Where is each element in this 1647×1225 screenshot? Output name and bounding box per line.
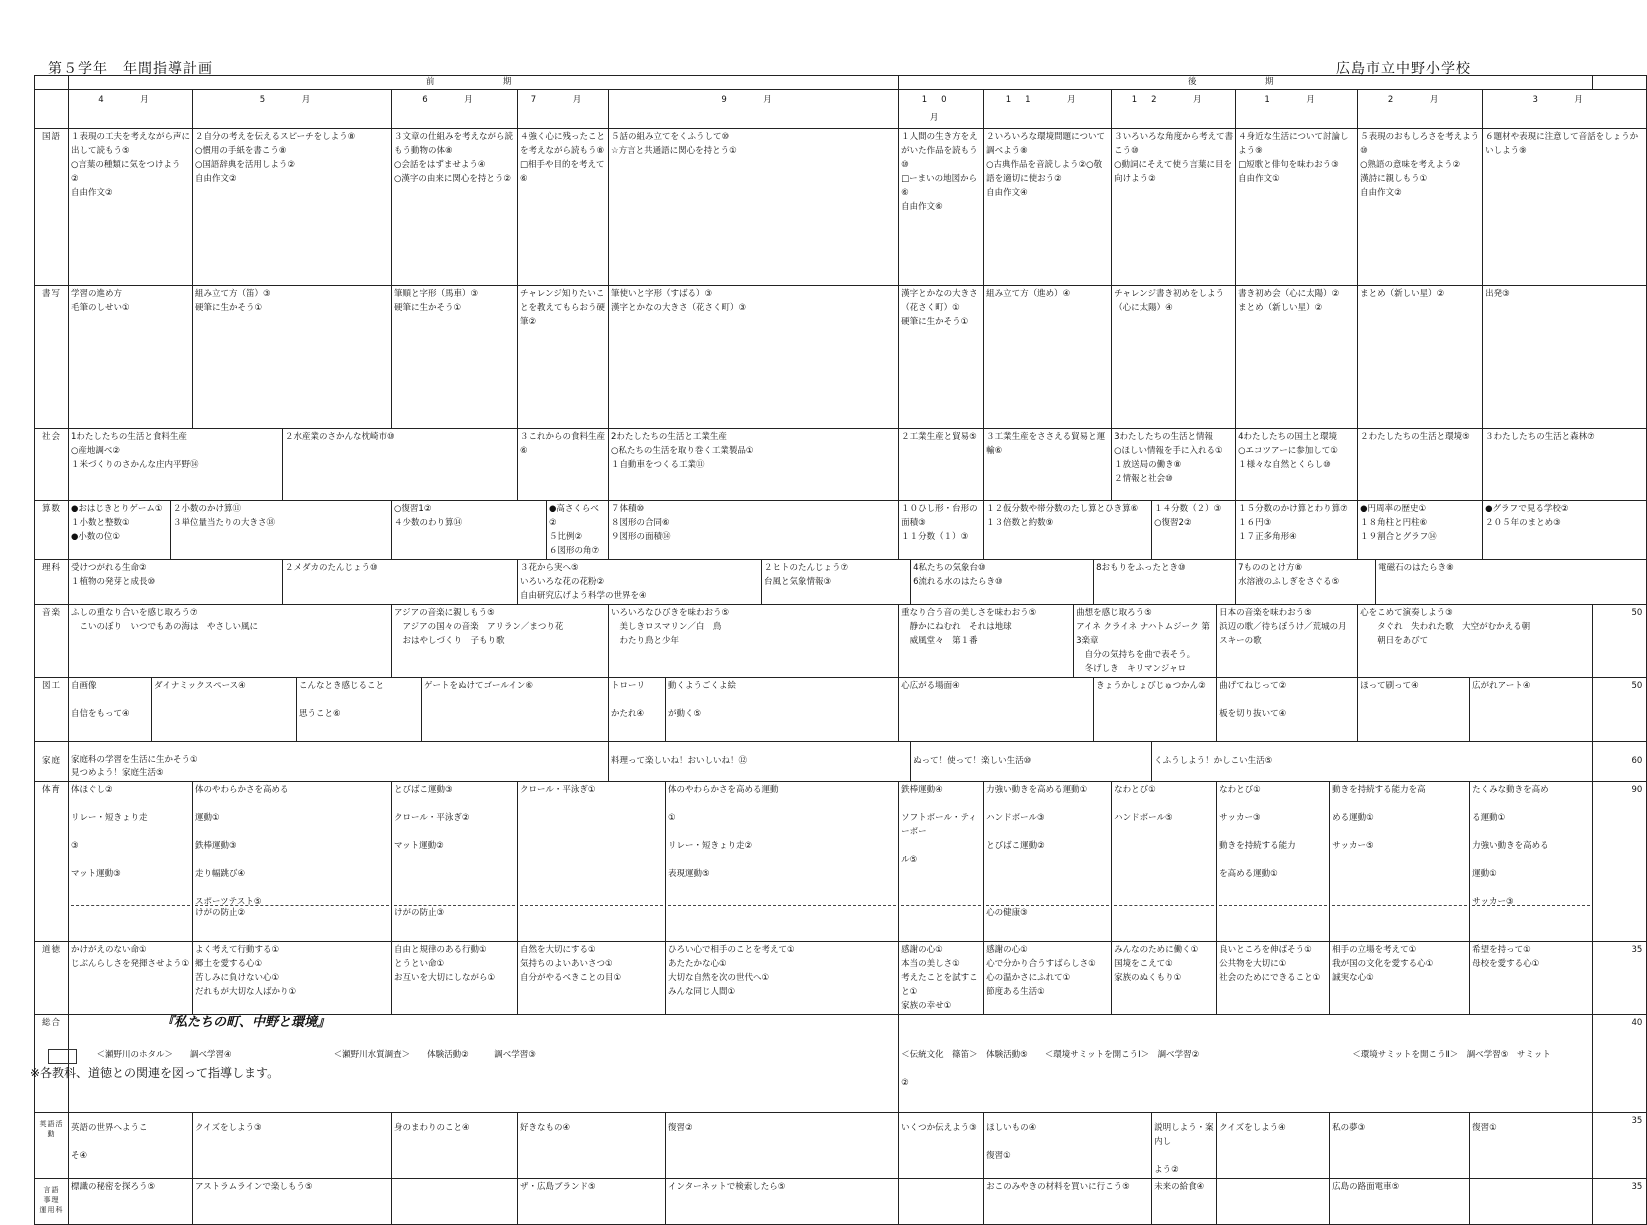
plan-cell: ５話の組み立てをくふうして⑩ ☆方言と共通語に関心を持とう①	[609, 129, 899, 286]
plan-cell: ６題材や表現に注意して音話をしょうかいしよう⑨	[1483, 129, 1647, 286]
month-header: 4 月	[69, 90, 193, 129]
plan-cell: いくつか伝えよう③	[899, 1113, 984, 1179]
plan-cell: 書き初め会（心に太陽）② まとめ（新しい星）②	[1236, 286, 1358, 429]
plan-cell: ２わたしたちの生活と環境⑤	[1358, 429, 1483, 501]
plan-cell: 3わたしたちの生活と情報 ○ほしい情報を手に入れる① １放送局の働き⑧ ２情報と社会⑩	[1112, 429, 1236, 501]
plan-cell: きょうかしょびじゅつかん②	[1094, 678, 1217, 742]
month-header: 10 月	[899, 90, 984, 129]
plan-cell: ●おはじきとりゲーム① １小数と整数① ●小数の位①	[69, 501, 171, 560]
row-ongaku	[35, 605, 1647, 678]
page-title: 第５学年 年間指導計画	[48, 61, 213, 77]
phase-second: 後 期	[899, 76, 1593, 90]
plan-cell-text: 鉄棒運動④ ソフトボール・ティーボー ル⑤	[901, 785, 977, 865]
plan-cell	[1470, 1179, 1593, 1225]
plan-cell-text: ＜伝統文化 篠笛＞ 体験活動⑤ ＜環境サミットを開こうⅠ＞ 調べ学習② ＜環境サミットを開こうⅡ＞ 調べ学習⑤ サミット ②	[901, 1050, 1551, 1088]
plan-cell: １２仮分数や帯分数のたし算とひき算⑥ １３倍数と約数⑨	[984, 501, 1152, 560]
plan-cell: 料理って楽しいね！おいしいね！⑫	[609, 742, 911, 782]
plan-cell: おこのみやきの材料を買いに行こう⑤	[984, 1179, 1152, 1225]
plan-cell: ４身近な生活について討論しよう⑨ □短歌と俳句を味わおう③ 自由作文①	[1236, 129, 1358, 286]
month-header: 6 月	[392, 90, 518, 129]
annual-plan-table	[34, 75, 1647, 1225]
plan-cell	[1217, 1179, 1330, 1225]
month-header: 5 月	[193, 90, 392, 129]
row-taiiku	[35, 782, 1647, 942]
plan-cell: １４分数（２）③ ○復習2②	[1152, 501, 1236, 560]
plan-cell: ３花から実へ⑤ いろいろな花の花粉② 自由研究広げよう科学の世界を④	[518, 560, 762, 605]
plan-cell: チャレンジ書き初めをしよう（心に太陽）④	[1112, 286, 1236, 429]
plan-cell: ダイナミックスペース④	[152, 678, 297, 742]
plan-cell: 4私たちの気象台⑩ 6流れる水のはたらき⑩	[911, 560, 1094, 605]
plan-cell: 希望を持って① 母校を愛する心①	[1470, 942, 1593, 1015]
plan-cell-text: 体のやわらかさを高める運動 ① リレー・短きょり走② 表現運動⑤	[668, 785, 779, 879]
plan-cell: アジアの音楽に親しもう⑤ アジアの国々の音楽 アリラン／まつり花 おはやしづくり 子もり歌	[392, 605, 609, 678]
plan-cell	[518, 782, 666, 942]
plan-cell: ２メダカのたんじょう⑩	[283, 560, 518, 605]
plan-cell: ザ・広島ブランド⑤	[518, 1179, 666, 1225]
plan-cell-text: 力強い動きを高める運動① ハンドボール③ とびばこ運動②	[986, 785, 1088, 851]
plan-cell-text: ＜瀬野川のホタル＞ 調べ学習④ ＜瀬野川水質調査＞ 体験活動② 調べ学習③	[71, 1050, 536, 1060]
plan-cell: 筆使いと字形（すばる）③ 漢字とかなの大きさ（花さく町）③	[609, 286, 899, 429]
row-sansu	[35, 501, 1647, 560]
health-cell: けがの防止②	[195, 908, 246, 918]
plan-cell: ●グラフで見る学校② ２０５年のまとめ③	[1483, 501, 1647, 560]
plan-cell: ２いろいろな環境問題について調べよう⑧ ○古典作品を音読しよう②○敬語を適切に使おう② 自由作文④	[984, 129, 1112, 286]
plan-cell: ２小数のかけ算⑪ ３単位量当たりの大きさ⑱	[171, 501, 392, 560]
plan-cell: くふうしよう！かしこい生活⑤	[1152, 742, 1593, 782]
annual-total: 60	[1593, 742, 1647, 782]
plan-cell: こんなとき感じること 思うこと⑥	[297, 678, 422, 742]
plan-cell: 英語の世界へようこ そ④	[69, 1113, 193, 1179]
plan-cell: 復習②	[666, 1113, 899, 1179]
plan-cell: チャレンジ知りたいことを教えてもらおう硬筆②	[518, 286, 609, 429]
plan-cell	[984, 782, 1112, 942]
plan-cell: いろいろなひびきを味わおう⑤ 美しきロスマリン／白 鳥 わたり鳥と少年	[609, 605, 899, 678]
subject-label: 図工	[35, 678, 69, 742]
annual-total: 40	[1593, 1015, 1647, 1113]
plan-cell: 好きなもの④	[518, 1113, 666, 1179]
annual-total: 50	[1593, 605, 1647, 678]
plan-cell: 感謝の心① 心で分かり合うすばらしさ① 心の温かさにふれて① 節度ある生活①	[984, 942, 1112, 1015]
plan-cell-text: クロール・平泳ぎ①	[520, 785, 596, 795]
plan-cell: 2わたしたちの生活と工業生産 ○私たちの生活を取り巻く工業製品① １自動車をつくる工業⑪	[609, 429, 899, 501]
health-cell: 心の健康③	[986, 908, 1028, 918]
plan-cell: 1わたしたちの生活と食料生産 ○産地調べ② １米づくりのさかんな庄内平野⑭	[69, 429, 283, 501]
plan-cell: 身のまわりのこと④	[392, 1113, 518, 1179]
phase-first: 前 期	[69, 76, 899, 90]
plan-cell-text: 体のやわらかさを高める 運動① 鉄棒運動③ 走り幅跳び④ スポーツテスト⑤	[195, 785, 289, 907]
plan-cell: ３これからの食料生産⑥	[518, 429, 609, 501]
plan-cell: ２工業生産と貿易⑤	[899, 429, 984, 501]
plan-cell: 学習の進め方 毛筆のしせい①	[69, 286, 193, 429]
plan-cell: ７体積⑩ ８図形の合同⑥ ９図形の面積⑭	[609, 501, 899, 560]
plan-cell: よく考えて行動する① 郷土を愛する心① 苦しみに負けない心① だれもが大切な人ばかり①	[193, 942, 392, 1015]
plan-cell	[666, 782, 899, 942]
plan-cell: ４強く心に残ったことを考えながら読もう⑧ □相手や目的を考えて⑥	[518, 129, 609, 286]
plan-cell	[1112, 782, 1217, 942]
plan-cell: ３わたしたちの生活と森林⑦	[1483, 429, 1647, 501]
integrated-study-theme: 『私たちの町、中野と環境』	[161, 1015, 331, 1030]
health-divider	[520, 905, 663, 906]
plan-cell: 相手の立場を考えて① 我が国の文化を愛する心① 誠実な心①	[1330, 942, 1470, 1015]
row-dotoku	[35, 942, 1647, 1015]
plan-cell: 復習①	[1470, 1113, 1593, 1179]
plan-cell: 心広がる場面④	[899, 678, 1094, 742]
plan-cell: ゲートをぬけてゴールイン⑥	[422, 678, 609, 742]
plan-cell: 家庭科の学習を生活に生かそう① 見つめよう！家庭生活⑤	[69, 742, 609, 782]
plan-cell-text: とびばこ運動③ クロール・平泳ぎ② マット運動②	[394, 785, 470, 851]
row-shakai	[35, 429, 1647, 501]
plan-cell: トローリ かたれ④	[609, 678, 666, 742]
plan-cell: 未来の給食④	[1152, 1179, 1217, 1225]
plan-cell-text: たくみな動きを高め る運動① 力強い動きを高める 運動① サッカー③	[1472, 785, 1549, 907]
row-gengo	[35, 1179, 1647, 1225]
plan-cell: 日本の音楽を味わおう⑤ 浜辺の歌／待ちぼうけ／荒城の月 スキーの歌	[1217, 605, 1358, 678]
plan-cell: ほしいもの④ 復習①	[984, 1113, 1152, 1179]
plan-cell: 漢字とかなの大きさ（花さく町）① 硬筆に生かそう①	[899, 286, 984, 429]
plan-cell: 動くようごくよ絵 が動く⑤	[666, 678, 899, 742]
health-divider	[71, 905, 190, 906]
plan-cell: ２ヒトのたんじょう⑦ 台風と気象情報③	[762, 560, 911, 605]
subject-label: 体育	[35, 782, 69, 942]
plan-cell: １表現の工夫を考えながら声に出して読もう⑤ ○言葉の種類に気をつけよう ② 自由作文②	[69, 129, 193, 286]
plan-cell: ５表現のおもしろさを考えよう⑩ ○熟語の意味を考えよう② 漢詩に親しもう① 自由作文②	[1358, 129, 1483, 286]
plan-cell-text: 体ほぐし② リレー・短きょり走 ③ マット運動③	[71, 785, 148, 879]
subject-label: 書写	[35, 286, 69, 429]
plan-cell	[392, 782, 518, 942]
plan-cell: ○復習1② ４少数のわり算⑭	[392, 501, 547, 560]
plan-cell: 広島の路面電車⑤	[1330, 1179, 1470, 1225]
annual-total: 90	[1593, 782, 1647, 942]
month-header: 2 月	[1358, 90, 1483, 129]
plan-cell: 自然を大切にする① 気持ちのよいあいさつ① 自分がやるべきことの目①	[518, 942, 666, 1015]
row-katei	[35, 742, 1647, 782]
plan-cell-text: なわとび① ハンドボール⑤	[1114, 785, 1173, 823]
plan-cell: 私の夢③	[1330, 1113, 1470, 1179]
plan-cell: １０ひし形・台形の面積③ １１分数（１）③	[899, 501, 984, 560]
plan-cell	[899, 1179, 984, 1225]
row-kokugo	[35, 129, 1647, 286]
plan-cell: ３いろいろな角度から考えて書こう⑩ ○動詞にそえて使う言葉に目を向けよう②	[1112, 129, 1236, 286]
plan-cell: ３文章の仕組みを考えながら読もう動物の体⑧ ○会話をはずませよう④ ○漢字の由来に関心を持とう②	[392, 129, 518, 286]
annual-total: 35	[1593, 1113, 1647, 1179]
plan-cell	[1470, 782, 1593, 942]
plan-cell: インターネットで検索したら⑤	[666, 1179, 899, 1225]
row-eigo	[35, 1113, 1647, 1179]
plan-cell: 4わたしたちの国土と環境 ○エコツアーに参加して① １様々な自然とくらし⑩	[1236, 429, 1358, 501]
subject-label: 理科	[35, 560, 69, 605]
plan-cell: クイズをしよう③	[193, 1113, 392, 1179]
subject-label: 総合	[35, 1015, 69, 1113]
plan-cell: 感謝の心① 本当の美しさ① 考えたことを試すこと① 家族の幸せ①	[899, 942, 984, 1015]
plan-cell: ●円周率の歴史① １８角柱と円柱⑥ １９割合とグラフ⑭	[1358, 501, 1483, 560]
subject-label: 英語活動	[35, 1113, 69, 1179]
phase-row	[35, 76, 1647, 90]
annual-total: 50	[1593, 678, 1647, 742]
plan-cell: 曲想を感じ取ろう⑤ アイネ クライネ ナハトムジーク 第3楽章 自分の気持ちを曲で表そう。 冬げしき キリマンジャロ	[1074, 605, 1217, 678]
plan-cell: クイズをしよう④	[1217, 1113, 1330, 1179]
plan-cell: １人間の生き方をえがいた作品を読もう⑩ □ーまいの地図から⑥ 自由作文⑥	[899, 129, 984, 286]
plan-cell: 広がれアート④	[1470, 678, 1593, 742]
plan-cell: 筆順と字形（馬車）③ 硬筆に生かそう①	[392, 286, 518, 429]
plan-cell: ぬって！使って！楽しい生活⑩	[911, 742, 1152, 782]
health-divider	[1219, 905, 1327, 906]
subject-label: 算数	[35, 501, 69, 560]
month-header: 3 月	[1483, 90, 1647, 129]
plan-cell: 7もののとけ方⑧ 水溶液のふしぎをさぐる⑤	[1236, 560, 1376, 605]
plan-cell: 自画像 自信をもって④	[69, 678, 152, 742]
plan-cell-text: なわとび① サッカー③ 動きを持続する能力 を高める運動①	[1219, 785, 1296, 879]
subject-label: 国語	[35, 129, 69, 286]
legend-box	[48, 1049, 77, 1064]
footer-note: ※各教科、道徳との関連を図って指導します。	[30, 1066, 280, 1080]
health-divider	[1114, 905, 1214, 906]
month-header: 7 月	[518, 90, 609, 129]
plan-cell	[193, 782, 392, 942]
plan-cell: 標識の秘密を探ろう⑤	[69, 1179, 193, 1225]
health-divider	[901, 905, 981, 906]
plan-cell	[899, 1015, 1593, 1113]
subject-label: 社会	[35, 429, 69, 501]
school-name: 広島市立中野小学校	[1336, 61, 1471, 77]
plan-cell: アストラムラインで楽しもう⑤	[193, 1179, 392, 1225]
plan-cell: まとめ（新しい星）②	[1358, 286, 1483, 429]
health-cell: けがの防止③	[394, 908, 445, 918]
row-zuko	[35, 678, 1647, 742]
month-header: 12 月	[1112, 90, 1236, 129]
plan-cell: みんなのために働く① 国境をこえて① 家族のぬくもり①	[1112, 942, 1217, 1015]
month-header: 1 月	[1236, 90, 1358, 129]
plan-cell: 心をこめて演奏しよう③ タぐれ 失われた歌 大空がむかえる朝 朝日をあびて	[1358, 605, 1593, 678]
plan-cell: 曲げてねじって② 板を切り抜いて④	[1217, 678, 1358, 742]
month-header: 9 月	[609, 90, 899, 129]
month-row	[35, 90, 1647, 129]
plan-cell-text: 動きを持続する能力を高 める運動① サッカー⑤	[1332, 785, 1426, 851]
plan-cell: 出発③	[1483, 286, 1647, 429]
month-header: 11 月	[984, 90, 1112, 129]
plan-cell: 受けつがれる生命② １植物の発芽と成長⑩	[69, 560, 283, 605]
plan-cell: 自由と規律のある行動① とうとい命① お互いを大切にしながら①	[392, 942, 518, 1015]
plan-cell	[392, 1179, 518, 1225]
subject-label: 道徳	[35, 942, 69, 1015]
plan-cell: １５分数のかけ算とわり算⑦ １６円③ １７正多角形④	[1236, 501, 1358, 560]
plan-cell: 組み立て方（笛）③ 硬筆に生かそう①	[193, 286, 392, 429]
plan-cell: かけがえのない命① じぶんらしさを発揮させよう①	[69, 942, 193, 1015]
plan-cell	[69, 782, 193, 942]
plan-cell: 良いところを伸ばそう① 公共物を大切に① 社会のためにできること①	[1217, 942, 1330, 1015]
subject-label: 音楽	[35, 605, 69, 678]
plan-cell: 組み立て方（進め）④	[984, 286, 1112, 429]
subject-label: 言語 事理 運用科	[35, 1179, 69, 1225]
annual-total: 35	[1593, 1179, 1647, 1225]
plan-cell: ひろい心で相手のことを考えて① あたたかな心① 大切な自然を次の世代へ① みんな同じ人間①	[666, 942, 899, 1015]
plan-cell	[1330, 782, 1470, 942]
row-shosha	[35, 286, 1647, 429]
plan-cell	[1217, 782, 1330, 942]
plan-cell: ふしの重なり合いを感じ取ろう⑦ こいのぼり いつでもあの海は やさしい風に	[69, 605, 392, 678]
plan-cell: ２水産業のさかんな枕崎市⑩	[283, 429, 518, 501]
plan-cell	[899, 782, 984, 942]
row-rika	[35, 560, 1647, 605]
plan-cell: 説明しよう・案内し よう②	[1152, 1113, 1217, 1179]
subject-label: 家庭	[35, 742, 69, 782]
plan-cell: 重なり合う音の美しさを味わおう⑤ 静かにねむれ それは地球 威風堂々 第１番	[899, 605, 1074, 678]
plan-cell: ほって刷って④	[1358, 678, 1470, 742]
plan-cell: 8おもりをふったとき⑩	[1094, 560, 1236, 605]
plan-cell: ２自分の考えを伝えるスピーチをしよう⑧ ○慣用の手紙を書こう⑧ ○国語辞典を活用しよう② 自由作文②	[193, 129, 392, 286]
plan-cell: 電磁石のはたらき⑧	[1376, 560, 1647, 605]
annual-total: 35	[1593, 942, 1647, 1015]
plan-cell: ●高さくらべ② ５比例② ６図形の角⑦	[547, 501, 609, 560]
plan-cell: ３工業生産をささえる貿易と運輸⑥	[984, 429, 1112, 501]
health-divider	[1332, 905, 1467, 906]
health-divider	[668, 905, 896, 906]
